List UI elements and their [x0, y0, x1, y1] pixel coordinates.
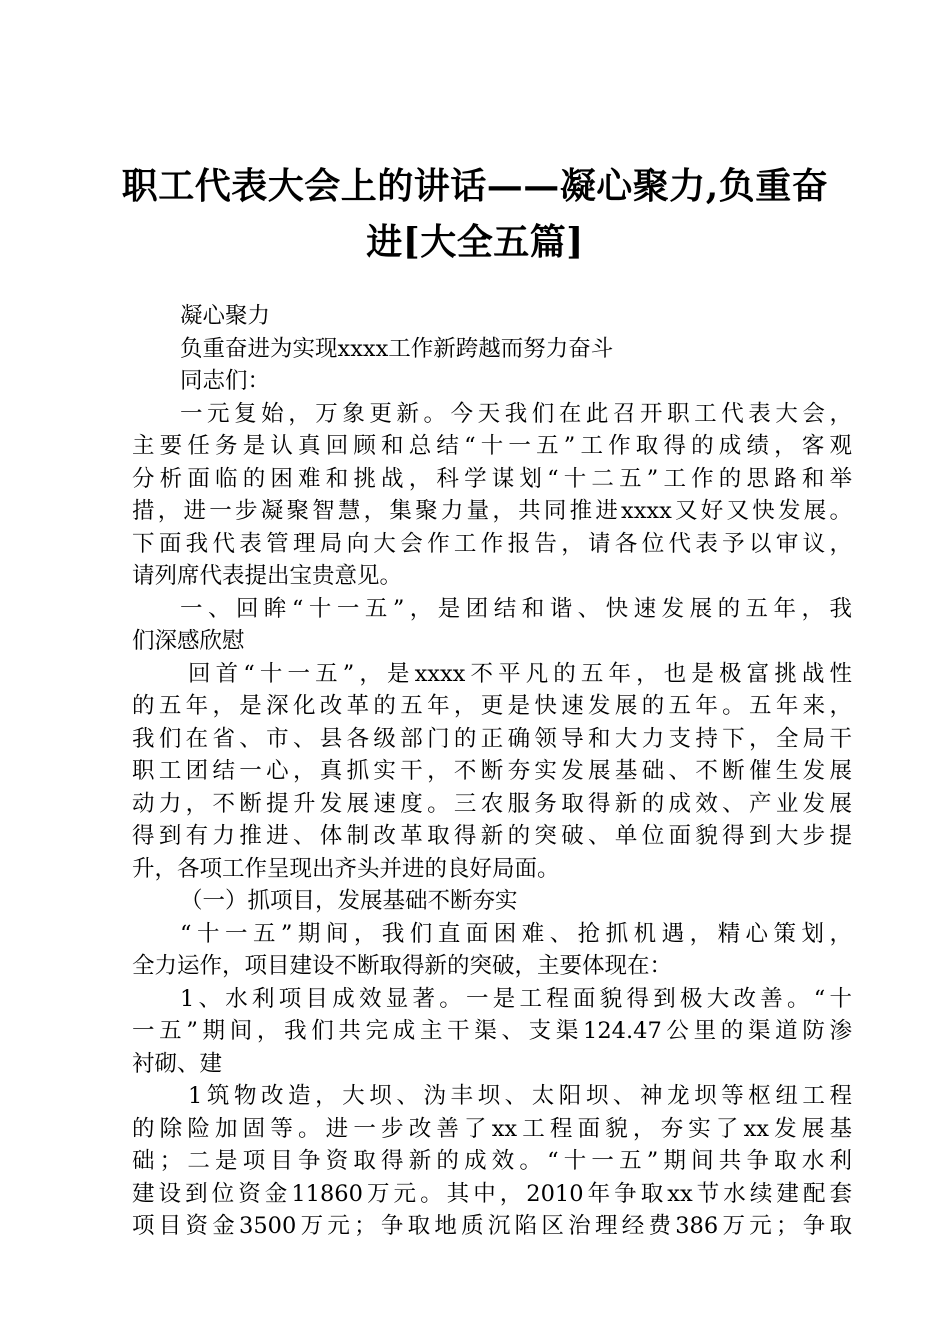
text-line: 建设到位资金11860万元。其中，2010年争取xx节水续建配套 — [132, 1180, 852, 1207]
text-line: 请列席代表提出宝贵意见。 — [132, 563, 403, 589]
text-line: （一）抓项目，发展基础不断夯实 — [180, 888, 518, 914]
text-line: 1筑物改造，大坝、沩丰坝、太阳坝、神龙坝等枢纽工程 — [188, 1083, 852, 1109]
text-line: 的五年，是深化改革的五年，更是快速发展的五年。五年来， — [132, 693, 852, 719]
text-line: 动力，不断提升发展速度。三农服务取得新的成效、产业发展 — [132, 790, 852, 817]
text-line: 衬砌、建 — [132, 1050, 223, 1077]
text-line: 一元复始，万象更新。今天我们在此召开职工代表大会， — [180, 400, 852, 427]
text-line: 得到有力推进、体制改革取得新的突破、单位面貌得到大步提 — [132, 823, 852, 849]
text-line: 全力运作，项目建设不断取得新的突破，主要体现在： — [132, 953, 673, 979]
document-body — [132, 300, 852, 1243]
text-line: 1、水利项目成效显著。一是工程面貌得到极大改善。“十 — [180, 985, 852, 1012]
text-line: 我们在省、市、县各级部门的正确领导和大力支持下，全局干 — [132, 725, 852, 752]
text-line: 回首“十一五”，是xxxx不平凡的五年，也是极富挑战性 — [188, 660, 852, 687]
text-line: 们深感欣慰 — [132, 628, 245, 654]
text-line: 负重奋进为实现xxxx工作新跨越而努力奋斗 — [180, 335, 614, 362]
text-line: 一、回眸“十一五”，是团结和谐、快速发展的五年，我 — [180, 595, 852, 622]
title-line-1: 职工代表大会上的讲话——凝心聚力,负重奋 — [121, 165, 829, 207]
text-line: 升，各项工作呈现出齐头并进的良好局面。 — [132, 855, 560, 882]
document-title — [100, 158, 850, 270]
text-line: 分析面临的困难和挑战，科学谋划“十二五”工作的思路和举 — [132, 465, 852, 492]
text-line: 的除险加固等。进一步改善了xx工程面貌，夯实了xx发展基 — [132, 1115, 852, 1142]
text-line: 主要任务是认真回顾和总结“十一五”工作取得的成绩，客观 — [132, 433, 852, 459]
text-line: 础；二是项目争资取得新的成效。“十一五”期间共争取水利 — [132, 1148, 852, 1174]
text-line: 职工团结一心，真抓实干，不断夯实发展基础、不断催生发展 — [132, 758, 852, 784]
text-line: 同志们： — [180, 368, 271, 394]
text-line: 一五”期间，我们共完成主干渠、支渠124.47公里的渠道防渗 — [132, 1018, 852, 1044]
text-line: 凝心聚力 — [180, 303, 271, 329]
text-line: 措，进一步凝聚智慧，集聚力量，共同推进xxxx又好又快发展。 — [132, 498, 852, 524]
text-line: “十一五”期间，我们直面困难、抢抓机遇，精心策划， — [180, 920, 852, 947]
title-line-2: 进[大全五篇] — [366, 221, 584, 263]
text-line: 下面我代表管理局向大会作工作报告，请各位代表予以审议， — [132, 530, 852, 557]
text-line: 项目资金3500万元；争取地质沉陷区治理经费386万元；争取 — [132, 1213, 852, 1239]
